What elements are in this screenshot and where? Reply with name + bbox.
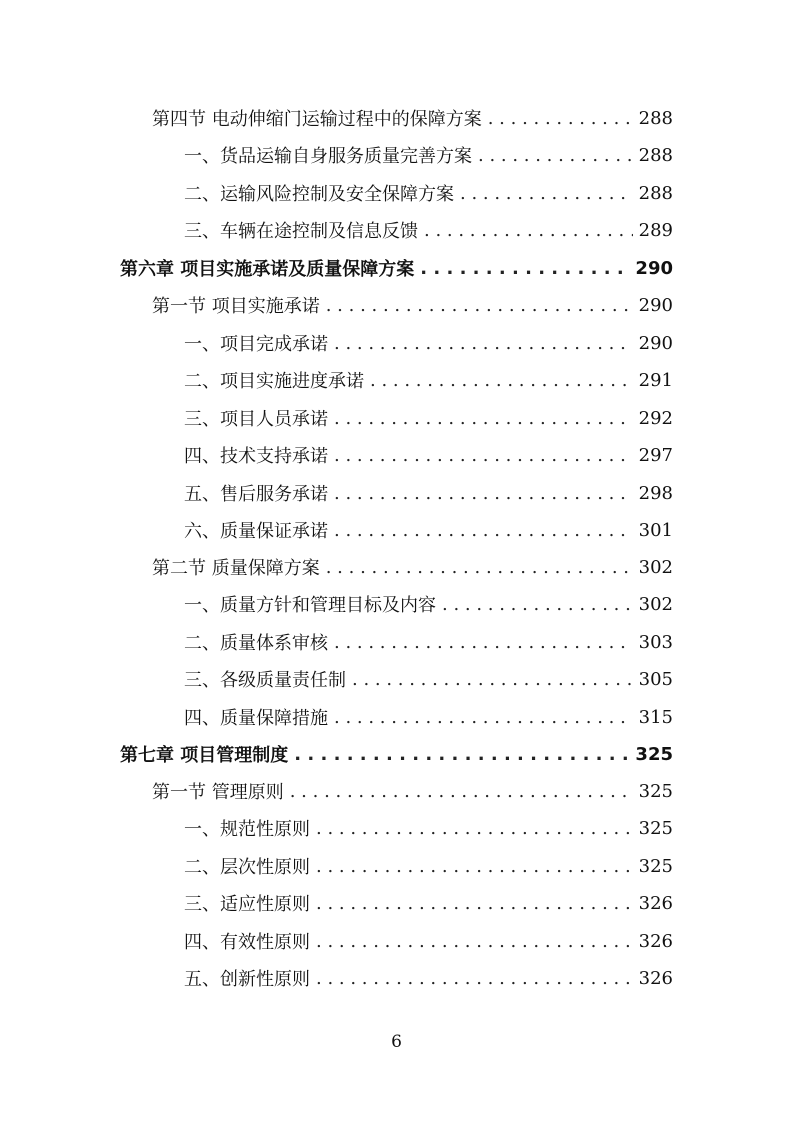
toc-entry-label: 第二节 质量保障方案	[152, 558, 320, 579]
toc-entry-label: 二、层次性原则	[184, 857, 310, 878]
toc-entry[interactable]	[184, 325, 673, 361]
toc-entry[interactable]	[184, 586, 673, 622]
toc-leader-dots	[442, 594, 633, 615]
toc-entry-page: 289	[638, 219, 673, 241]
toc-entry-label: 五、售后服务承诺	[184, 484, 328, 505]
toc-leader-dots	[334, 707, 633, 728]
toc-entry[interactable]	[184, 624, 673, 660]
toc-entry-page: 302	[638, 593, 673, 615]
toc-entry-page: 325	[638, 780, 673, 802]
toc-entry[interactable]	[184, 512, 673, 548]
toc-entry-page: 305	[638, 668, 673, 690]
page-number-footer: 6	[391, 1032, 402, 1052]
toc-entry-page: 292	[638, 407, 673, 429]
toc-entry-label: 第六章 项目实施承诺及质量保障方案	[120, 259, 415, 280]
toc-entry-label: 六、质量保证承诺	[184, 521, 328, 542]
toc-entry-label: 三、各级质量责任制	[184, 670, 346, 691]
toc-entry-page: 315	[638, 706, 673, 728]
toc-entry-label: 四、有效性原则	[184, 932, 310, 953]
toc-entry[interactable]	[184, 960, 673, 996]
toc-entry[interactable]	[184, 137, 673, 173]
toc-entry-label: 五、创新性原则	[184, 969, 310, 990]
toc-entry-label: 第一节 项目实施承诺	[152, 296, 320, 317]
toc-entry-page: 325	[635, 743, 673, 765]
toc-leader-dots	[334, 520, 633, 541]
toc-entry[interactable]	[184, 885, 673, 921]
toc-entry-label: 一、项目完成承诺	[184, 334, 328, 355]
toc-entry[interactable]	[184, 437, 673, 473]
toc-entry-label: 二、质量体系审核	[184, 633, 328, 654]
toc-leader-dots	[316, 931, 633, 952]
toc-entry-page: 302	[638, 556, 673, 578]
toc-leader-dots	[326, 557, 633, 578]
toc-entry[interactable]	[184, 810, 673, 846]
toc-leader-dots	[334, 408, 633, 429]
toc-leader-dots	[488, 108, 633, 129]
toc-entry-label: 一、货品运输自身服务质量完善方案	[184, 146, 472, 167]
toc-entry-label: 第四节 电动伸缩门运输过程中的保障方案	[152, 109, 482, 130]
toc-entry-label: 二、运输风险控制及安全保障方案	[184, 184, 454, 205]
toc-entry-page: 288	[638, 144, 673, 166]
toc-leader-dots	[334, 632, 633, 653]
toc-entry-label: 第一节 管理原则	[152, 782, 284, 803]
toc-entry-label: 三、适应性原则	[184, 894, 310, 915]
toc-entry[interactable]	[184, 400, 673, 436]
toc-entry-page: 291	[638, 369, 673, 391]
toc-leader-dots	[290, 781, 633, 802]
toc-entry-label: 三、项目人员承诺	[184, 409, 328, 430]
toc-leader-dots	[334, 333, 633, 354]
toc-entry-page: 326	[638, 930, 673, 952]
toc-leader-dots	[316, 818, 633, 839]
toc-entry-page: 303	[638, 631, 673, 653]
toc-entry-label: 二、项目实施进度承诺	[184, 371, 364, 392]
toc-chapter-entry[interactable]	[120, 250, 673, 286]
toc-leader-dots	[424, 220, 633, 241]
toc-entry-label: 一、规范性原则	[184, 819, 310, 840]
toc-entry-page: 290	[635, 257, 673, 279]
toc-leader-dots	[326, 295, 633, 316]
toc-leader-dots	[420, 258, 629, 279]
toc-entry-page: 290	[638, 332, 673, 354]
toc-entry[interactable]	[184, 699, 673, 735]
toc-leader-dots	[460, 183, 633, 204]
toc-entry[interactable]	[184, 362, 673, 398]
toc-entry[interactable]	[184, 923, 673, 959]
toc-entry-page: 288	[638, 182, 673, 204]
toc-leader-dots	[334, 483, 633, 504]
toc-leader-dots	[334, 445, 633, 466]
toc-entry-page: 298	[638, 482, 673, 504]
toc-entry-label: 三、车辆在途控制及信息反馈	[184, 221, 418, 242]
toc-entry-page: 288	[638, 107, 673, 129]
toc-entry-page: 325	[638, 817, 673, 839]
toc-entry[interactable]	[184, 475, 673, 511]
toc-chapter-entry[interactable]	[120, 736, 673, 772]
toc-entry-label: 四、技术支持承诺	[184, 446, 328, 467]
toc-entry[interactable]	[184, 661, 673, 697]
toc-entry-page: 326	[638, 967, 673, 989]
toc-entry-page: 325	[638, 855, 673, 877]
toc-leader-dots	[316, 856, 633, 877]
toc-entry-page: 290	[638, 294, 673, 316]
toc-leader-dots	[370, 370, 633, 391]
toc-leader-dots	[352, 669, 633, 690]
toc-entry-page: 297	[638, 444, 673, 466]
toc-leader-dots	[294, 744, 629, 765]
toc-entry[interactable]	[152, 100, 673, 136]
toc-entry[interactable]	[152, 287, 673, 323]
toc-entry-page: 301	[638, 519, 673, 541]
toc-leader-dots	[316, 968, 633, 989]
toc-entry[interactable]	[152, 549, 673, 585]
toc-entry-label: 四、质量保障措施	[184, 708, 328, 729]
toc-entry[interactable]	[184, 175, 673, 211]
toc-entry[interactable]	[184, 212, 673, 248]
toc-leader-dots	[316, 893, 633, 914]
toc-entry-page: 326	[638, 892, 673, 914]
toc-entry-label: 第七章 项目管理制度	[120, 745, 289, 766]
toc-entry-label: 一、质量方针和管理目标及内容	[184, 595, 436, 616]
toc-leader-dots	[478, 145, 633, 166]
toc-entry[interactable]	[184, 848, 673, 884]
toc-entry[interactable]	[152, 773, 673, 809]
